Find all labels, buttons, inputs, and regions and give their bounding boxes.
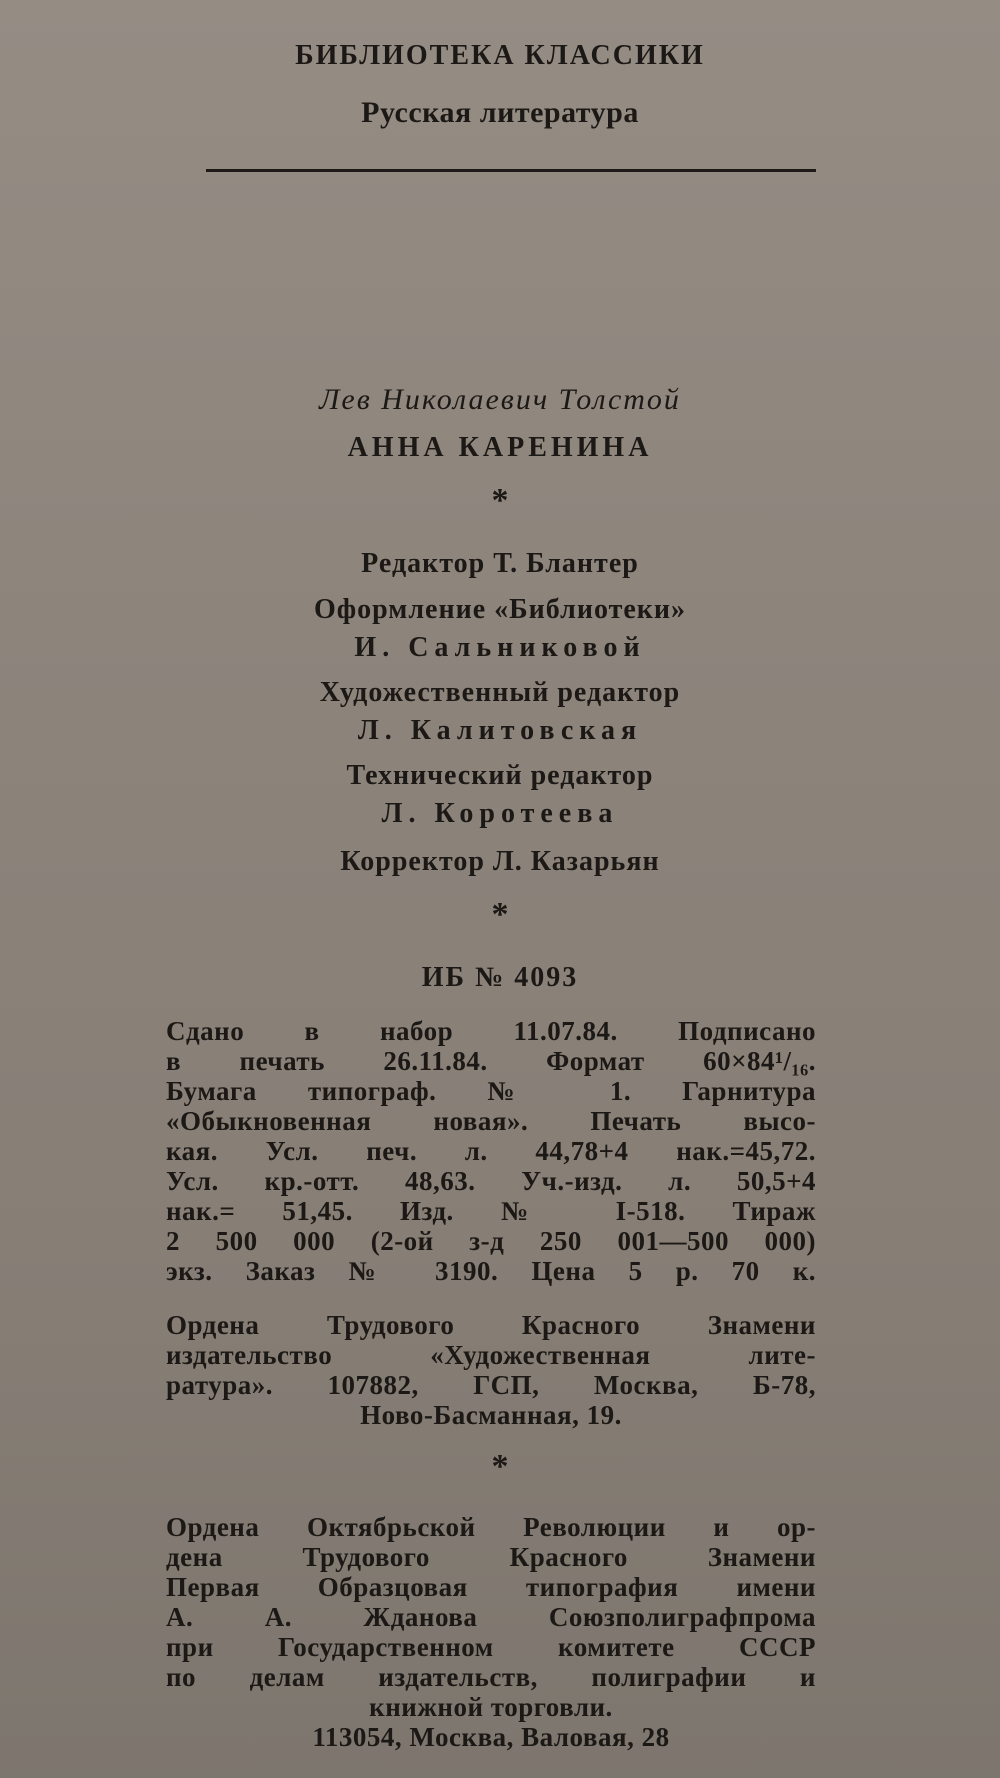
credit-art-editor-name: Л. Калитовская xyxy=(357,715,643,746)
credit-tech-editor-label: Технический редактор xyxy=(346,760,654,791)
printer-line: А. А. Жданова Союзполиграфпрома xyxy=(166,1602,816,1632)
printer-line: дена Трудового Красного Знамени xyxy=(166,1542,816,1572)
printer-line: Первая Образцовая типография имени xyxy=(166,1572,816,1602)
book-author: Лев Николаевич Толстой xyxy=(319,383,681,416)
printing-line: в печать 26.11.84. Формат 60×84¹/₁₆. xyxy=(166,1046,816,1076)
credit-design-name: И. Сальниковой xyxy=(354,632,646,663)
book-title: АННА КАРЕНИНА xyxy=(347,432,653,463)
publisher-line: издательство «Художественная лите- xyxy=(166,1340,816,1370)
printing-line: экз. Заказ № 3190. Цена 5 р. 70 к. xyxy=(166,1256,816,1286)
printing-line: Сдано в набор 11.07.84. Подписано xyxy=(166,1016,816,1046)
printing-details xyxy=(166,1016,816,1286)
printer-line: книжной торговли. xyxy=(369,1692,613,1722)
publisher-line: Ново-Басманная, 19. xyxy=(360,1400,622,1430)
series-subtitle: Русская литература xyxy=(361,96,639,129)
credit-editor: Редактор Т. Блантер xyxy=(361,548,639,579)
header-rule xyxy=(206,169,816,172)
credit-tech-editor-name: Л. Коротеева xyxy=(381,798,619,829)
printer-line: 113054, Москва, Валовая, 28 xyxy=(312,1722,670,1752)
printing-line: 2 500 000 (2-ой з-д 250 001—500 000) xyxy=(166,1226,816,1256)
printer-line: по делам издательств, полиграфии и xyxy=(166,1662,816,1692)
printing-line: кая. Усл. печ. л. 44,78+4 нак.=45,72. xyxy=(166,1136,816,1166)
separator-star-2: * xyxy=(491,896,509,933)
publisher-line: ратура». 107882, ГСП, Москва, Б-78, xyxy=(166,1370,816,1400)
separator-star-1: * xyxy=(491,482,509,519)
printer-info xyxy=(166,1512,816,1752)
printing-line: нак.= 51,45. Изд. № I-518. Тираж xyxy=(166,1196,816,1226)
credit-corrector: Корректор Л. Казарьян xyxy=(340,846,660,877)
publisher-info xyxy=(166,1310,816,1430)
separator-star-3: * xyxy=(491,1448,509,1485)
ib-number: ИБ № 4093 xyxy=(421,962,579,993)
printer-line: Ордена Октябрьской Революции и ор- xyxy=(166,1512,816,1542)
printing-line: Усл. кр.-отт. 48,63. Уч.-изд. л. 50,5+4 xyxy=(166,1166,816,1196)
series-title: БИБЛИОТЕКА КЛАССИКИ xyxy=(295,40,705,71)
publisher-line: Ордена Трудового Красного Знамени xyxy=(166,1310,816,1340)
credit-art-editor-label: Художественный редактор xyxy=(319,677,681,708)
credit-design-label: Оформление «Библиотеки» xyxy=(313,594,687,625)
printing-line: Бумага типограф. № 1. Гарнитура xyxy=(166,1076,816,1106)
printer-line: при Государственном комитете СССР xyxy=(166,1632,816,1662)
printing-line: «Обыкновенная новая». Печать высо- xyxy=(166,1106,816,1136)
